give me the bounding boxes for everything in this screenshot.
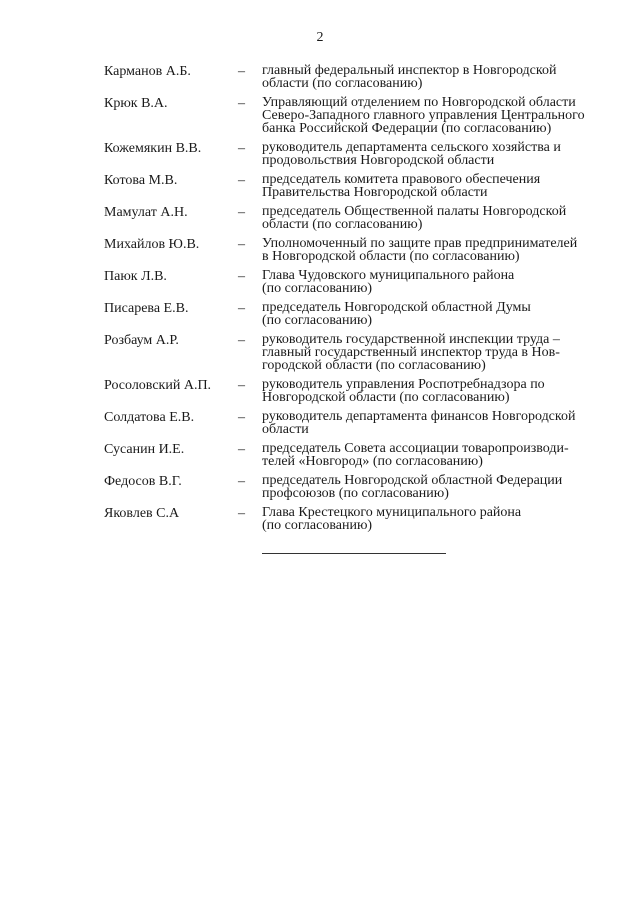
dash-separator: – xyxy=(238,474,245,489)
member-role xyxy=(262,442,607,468)
role-line: руководитель департамента финансов Новгородской xyxy=(262,409,576,424)
dash-separator: – xyxy=(238,301,245,316)
member-name: Солдатова Е.В. xyxy=(104,410,195,425)
member-row xyxy=(0,173,640,205)
member-row xyxy=(0,410,640,442)
member-name: Крюк В.А. xyxy=(104,96,168,111)
member-role xyxy=(262,64,607,90)
member-name: Мамулат А.Н. xyxy=(104,205,188,220)
dash-separator: – xyxy=(238,442,245,457)
dash-separator: – xyxy=(238,237,245,252)
role-line: председатель Совета ассоциации товаропроизводи- xyxy=(262,441,569,456)
dash-separator: – xyxy=(238,378,245,393)
member-list xyxy=(0,64,640,538)
role-line: председатель Новгородской областной Думы xyxy=(262,300,531,315)
role-line: профсоюзов (по согласованию) xyxy=(262,486,449,501)
member-role xyxy=(262,333,607,372)
role-line: главный государственный инспектор труда в Нов- xyxy=(262,345,560,360)
member-row xyxy=(0,237,640,269)
member-name: Кожемякин В.В. xyxy=(104,141,202,156)
member-row xyxy=(0,474,640,506)
member-role xyxy=(262,410,607,436)
end-rule xyxy=(262,553,446,554)
role-line: Новгородской области (по согласованию) xyxy=(262,390,510,405)
role-line: председатель Новгородской областной Федерации xyxy=(262,473,563,488)
member-name: Михайлов Ю.В. xyxy=(104,237,200,252)
member-role xyxy=(262,205,607,231)
role-line: телей «Новгород» (по согласованию) xyxy=(262,454,483,469)
role-line: городской области (по согласованию) xyxy=(262,358,486,373)
member-name: Паюк Л.В. xyxy=(104,269,167,284)
role-line: области (по согласованию) xyxy=(262,217,423,232)
member-name: Котова М.В. xyxy=(104,173,178,188)
member-row xyxy=(0,269,640,301)
role-line: Глава Чудовского муниципального района xyxy=(262,268,515,283)
dash-separator: – xyxy=(238,96,245,111)
member-row xyxy=(0,378,640,410)
role-line: Северо-Западного главного управления Центрального xyxy=(262,108,585,123)
member-role xyxy=(262,301,607,327)
member-name: Яковлев С.А xyxy=(104,506,180,521)
dash-separator: – xyxy=(238,269,245,284)
role-line: руководитель государственной инспекции труда – xyxy=(262,332,560,347)
member-role xyxy=(262,141,607,167)
dash-separator: – xyxy=(238,410,245,425)
role-line: (по согласованию) xyxy=(262,518,373,533)
member-row xyxy=(0,506,640,538)
role-line: в Новгородской области (по согласованию) xyxy=(262,249,520,264)
dash-separator: – xyxy=(238,64,245,79)
member-name: Карманов А.Б. xyxy=(104,64,191,79)
member-row xyxy=(0,96,640,141)
dash-separator: – xyxy=(238,506,245,521)
role-line: председатель комитета правового обеспечения xyxy=(262,172,541,187)
dash-separator: – xyxy=(238,333,245,348)
role-line: председатель Общественной палаты Новгородской xyxy=(262,204,567,219)
dash-separator: – xyxy=(238,141,245,156)
dash-separator: – xyxy=(238,173,245,188)
member-row xyxy=(0,141,640,173)
role-line: области (по согласованию) xyxy=(262,76,423,91)
member-role xyxy=(262,506,607,532)
member-row xyxy=(0,442,640,474)
role-line: руководитель департамента сельского хозяйства и xyxy=(262,140,561,155)
member-role xyxy=(262,237,607,263)
member-name: Писарева Е.В. xyxy=(104,301,189,316)
member-role xyxy=(262,378,607,404)
member-row xyxy=(0,205,640,237)
role-line: банка Российской Федерации (по согласованию) xyxy=(262,121,552,136)
dash-separator: – xyxy=(238,205,245,220)
role-line: Правительства Новгородской области xyxy=(262,185,488,200)
role-line: продовольствия Новгородской области xyxy=(262,153,495,168)
page-number: 2 xyxy=(316,30,324,45)
member-row xyxy=(0,301,640,333)
member-name: Сусанин И.Е. xyxy=(104,442,185,457)
member-name: Росоловский А.П. xyxy=(104,378,212,393)
member-role xyxy=(262,96,607,135)
role-line: главный федеральный инспектор в Новгородской xyxy=(262,63,557,78)
role-line: Глава Крестецкого муниципального района xyxy=(262,505,522,520)
role-line: Управляющий отделением по Новгородской области xyxy=(262,95,576,110)
member-role xyxy=(262,474,607,500)
member-role xyxy=(262,269,607,295)
role-line: области xyxy=(262,422,309,437)
role-line: руководитель управления Роспотребнадзора по xyxy=(262,377,545,392)
member-row xyxy=(0,333,640,378)
member-row xyxy=(0,64,640,96)
role-line: Уполномоченный по защите прав предпринимателей xyxy=(262,236,578,251)
role-line: (по согласованию) xyxy=(262,281,373,296)
member-name: Федосов В.Г. xyxy=(104,474,182,489)
role-line: (по согласованию) xyxy=(262,313,373,328)
member-name: Розбаум А.Р. xyxy=(104,333,179,348)
member-role xyxy=(262,173,607,199)
